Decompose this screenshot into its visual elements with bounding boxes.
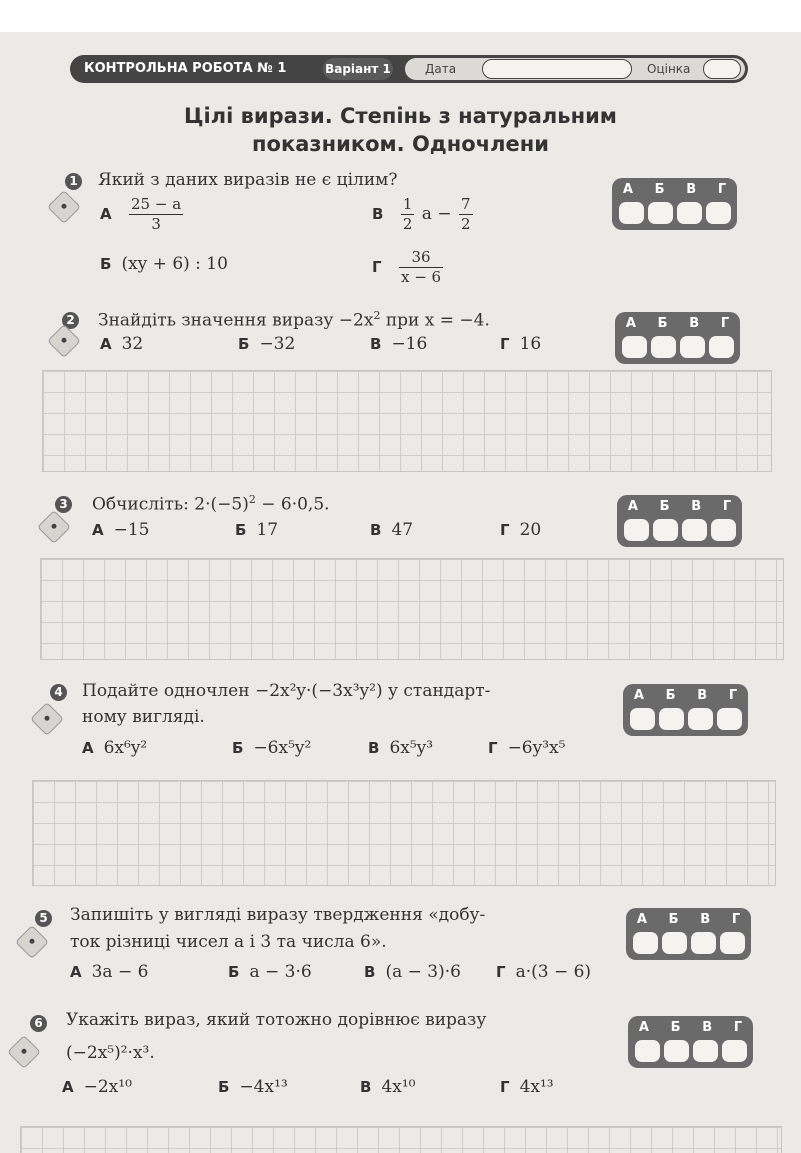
answer-cell[interactable] <box>717 708 742 730</box>
option-letter: В <box>370 521 382 539</box>
variant-badge: Варіант 1 <box>323 58 393 80</box>
answer-cell[interactable] <box>682 519 707 541</box>
q1-option-v <box>372 195 475 234</box>
q1-option-g <box>372 248 445 287</box>
answer-cell[interactable] <box>653 519 678 541</box>
answer-cell[interactable] <box>722 1040 747 1062</box>
option-letter: А <box>100 335 112 353</box>
work-grid-3[interactable] <box>40 558 784 660</box>
answer-cell[interactable] <box>648 202 673 224</box>
worksheet-page <box>0 32 801 1153</box>
answer-cell[interactable] <box>651 336 676 358</box>
question-3-text <box>92 487 330 518</box>
answer-box-4 <box>623 684 748 736</box>
question-number-6: 6 <box>30 1015 47 1032</box>
answer-cell[interactable] <box>709 336 734 358</box>
option-letter: Б <box>235 521 247 539</box>
answer-letter: Г <box>731 912 741 927</box>
q3-option-v <box>370 520 413 540</box>
option-value: 17 <box>256 520 279 540</box>
fraction <box>399 248 443 287</box>
answer-letter: В <box>697 688 708 703</box>
option-letter: В <box>368 739 380 757</box>
question-4-line1: Подайте одночлен −2x²y·(−3x³y²) у стандарт- <box>82 681 491 701</box>
option-value: 16 <box>519 334 542 354</box>
answer-letter: А <box>633 688 644 703</box>
q6-option-v <box>360 1077 415 1097</box>
header-bar <box>70 55 748 83</box>
answer-letter: Б <box>654 182 665 197</box>
option-letter: Г <box>496 963 506 981</box>
answer-cell[interactable] <box>635 1040 660 1062</box>
option-letter: А <box>100 205 112 223</box>
answer-letter: Б <box>657 316 668 331</box>
answer-letter: Б <box>665 688 676 703</box>
option-letter: В <box>360 1078 372 1096</box>
option-letter: Г <box>500 335 510 353</box>
q6-option-b <box>218 1077 288 1097</box>
dot-marker-icon <box>7 1035 41 1069</box>
answer-letter: Г <box>722 499 732 514</box>
answer-letter: А <box>627 499 638 514</box>
answer-cell[interactable] <box>720 932 745 954</box>
answer-letter: Г <box>717 182 727 197</box>
question-number-2: 2 <box>62 312 79 329</box>
page-title-line1: Цілі вирази. Степінь з натуральним <box>184 104 617 128</box>
numerator: 36 <box>399 248 443 268</box>
q4-option-b <box>232 738 311 758</box>
text-part: Знайдіть значення виразу −2x <box>98 310 374 331</box>
dot-marker-icon <box>47 324 81 358</box>
option-value: 4x¹³ <box>519 1077 554 1097</box>
question-1-text: Який з даних виразів не є цілим? <box>98 170 398 190</box>
question-2-text <box>98 303 490 334</box>
answer-box-3 <box>617 495 742 547</box>
page-title-line2: показником. Одночлени <box>252 132 549 156</box>
option-value: 4x¹⁰ <box>381 1077 416 1097</box>
answer-letter: Б <box>670 1020 681 1035</box>
work-title: КОНТРОЛЬНА РОБОТА № 1 <box>84 61 287 76</box>
answer-letter: Г <box>728 688 738 703</box>
answer-letter: В <box>686 182 697 197</box>
grade-field[interactable] <box>703 59 741 79</box>
work-grid-6[interactable] <box>20 1126 782 1153</box>
question-number-1: 1 <box>65 173 82 190</box>
option-letter: Б <box>218 1078 230 1096</box>
option-letter: Б <box>238 335 250 353</box>
answer-box-5 <box>626 908 751 960</box>
answer-cell[interactable] <box>622 336 647 358</box>
option-value: 6x⁶y² <box>103 738 148 758</box>
exponent: 2 <box>373 309 381 322</box>
q3-option-a <box>92 520 150 540</box>
grade-label: Оцінка <box>647 62 691 76</box>
fraction <box>459 195 473 234</box>
answer-cell[interactable] <box>691 932 716 954</box>
option-letter: Б <box>100 255 112 273</box>
q6-option-g <box>500 1077 554 1097</box>
answer-box-1 <box>612 178 737 230</box>
answer-letter: А <box>636 912 647 927</box>
option-value: −15 <box>113 520 150 540</box>
answer-letter: Б <box>659 499 670 514</box>
numerator: 7 <box>461 195 471 213</box>
dot-marker-icon <box>30 702 64 736</box>
answer-cell[interactable] <box>659 708 684 730</box>
option-value: (a − 3)·6 <box>385 962 461 982</box>
answer-cell[interactable] <box>664 1040 689 1062</box>
answer-cell[interactable] <box>688 708 713 730</box>
option-letter: А <box>70 963 82 981</box>
q2-option-b <box>238 334 295 354</box>
q2-option-a <box>100 334 143 354</box>
answer-cell[interactable] <box>633 932 658 954</box>
q2-option-v <box>370 334 427 354</box>
numerator: 25 − a <box>131 195 182 213</box>
q5-option-v <box>364 962 461 982</box>
option-letter: Г <box>488 739 498 757</box>
q4-option-v <box>368 738 433 758</box>
option-letter: Г <box>500 1078 510 1096</box>
answer-cell[interactable] <box>662 932 687 954</box>
question-5-line2: ток різниці чисел a і 3 та числа 6». <box>70 932 387 952</box>
denominator: 3 <box>151 215 161 233</box>
q1-option-b <box>100 254 228 274</box>
option-letter: Б <box>232 739 244 757</box>
dot-marker-icon <box>15 925 49 959</box>
option-letter: А <box>82 739 94 757</box>
numerator: 1 <box>402 195 413 213</box>
question-6-line1: Укажіть вираз, який тотожно дорівнює виразу <box>66 1010 487 1030</box>
answer-letter: Г <box>720 316 730 331</box>
answer-cell[interactable] <box>619 202 644 224</box>
option-letter: В <box>364 963 376 981</box>
dot-marker-icon <box>37 510 71 544</box>
answer-letter: В <box>689 316 700 331</box>
answer-cell[interactable] <box>624 519 649 541</box>
question-number-3: 3 <box>55 496 72 513</box>
option-value: 6x⁵y³ <box>389 738 434 758</box>
answer-cell[interactable] <box>630 708 655 730</box>
option-value: −4x¹³ <box>239 1077 288 1097</box>
answer-cell[interactable] <box>677 202 702 224</box>
q1-option-a <box>100 195 185 234</box>
option-value: 47 <box>391 520 414 540</box>
answer-letter: А <box>638 1020 649 1035</box>
option-letter: А <box>62 1078 74 1096</box>
answer-letter: В <box>700 912 711 927</box>
answer-letter: А <box>622 182 633 197</box>
question-number-5: 5 <box>35 910 52 927</box>
fraction <box>401 195 415 234</box>
question-number-4: 4 <box>50 684 67 701</box>
option-letter: В <box>372 205 384 223</box>
q3-option-b <box>235 520 278 540</box>
q4-option-a <box>82 738 147 758</box>
denominator: x − 6 <box>400 268 442 286</box>
option-value: −32 <box>259 334 296 354</box>
option-letter: В <box>370 335 382 353</box>
question-6-line2: (−2x⁵)²·x³. <box>66 1043 155 1063</box>
q5-option-g <box>496 962 591 982</box>
option-value: 3a − 6 <box>91 962 149 982</box>
date-label: Дата <box>425 62 457 76</box>
question-5-line1: Запишіть у вигляді виразу твердження «добу- <box>70 905 486 925</box>
denominator: 2 <box>461 215 471 233</box>
work-grid-2[interactable] <box>42 370 772 472</box>
option-value: a·(3 − 6) <box>515 962 592 982</box>
dot-marker-icon <box>47 190 81 224</box>
q5-option-b <box>228 962 312 982</box>
option-letter: Г <box>500 521 510 539</box>
text-part: Обчисліть: 2·(−5) <box>92 494 249 515</box>
answer-box-6 <box>628 1016 753 1068</box>
q3-option-g <box>500 520 541 540</box>
answer-cell[interactable] <box>706 202 731 224</box>
date-field[interactable] <box>482 59 632 79</box>
date-grade-area <box>405 58 745 80</box>
text-part: − 6·0,5. <box>255 494 330 515</box>
exponent: 2 <box>248 493 256 506</box>
option-value: 20 <box>519 520 542 540</box>
option-value: −2x¹⁰ <box>83 1077 132 1097</box>
q4-option-g <box>488 738 565 758</box>
option-letter: Б <box>228 963 240 981</box>
option-value: 32 <box>121 334 144 354</box>
option-letter: А <box>92 521 104 539</box>
question-4-line2: ному вигляді. <box>82 707 205 727</box>
option-value: a − <box>421 204 452 224</box>
answer-letter: А <box>625 316 636 331</box>
q6-option-a <box>62 1077 132 1097</box>
answer-cell[interactable] <box>680 336 705 358</box>
q5-option-a <box>70 962 148 982</box>
text-part: при x = −4. <box>380 310 490 331</box>
option-value: −6y³x⁵ <box>507 738 566 758</box>
fraction <box>129 195 183 234</box>
answer-letter: Г <box>733 1020 743 1035</box>
answer-cell[interactable] <box>693 1040 718 1062</box>
option-value: (xy + 6) : 10 <box>121 254 228 274</box>
denominator: 2 <box>402 215 413 233</box>
answer-letter: Б <box>668 912 679 927</box>
answer-letter: В <box>702 1020 713 1035</box>
answer-letter: В <box>691 499 702 514</box>
answer-box-2 <box>615 312 740 364</box>
option-letter: Г <box>372 258 382 276</box>
option-value: −6x⁵y² <box>253 738 312 758</box>
option-value: a − 3·6 <box>249 962 312 982</box>
q2-option-g <box>500 334 541 354</box>
answer-cell[interactable] <box>711 519 736 541</box>
option-value: −16 <box>391 334 428 354</box>
work-grid-4[interactable] <box>32 780 776 886</box>
